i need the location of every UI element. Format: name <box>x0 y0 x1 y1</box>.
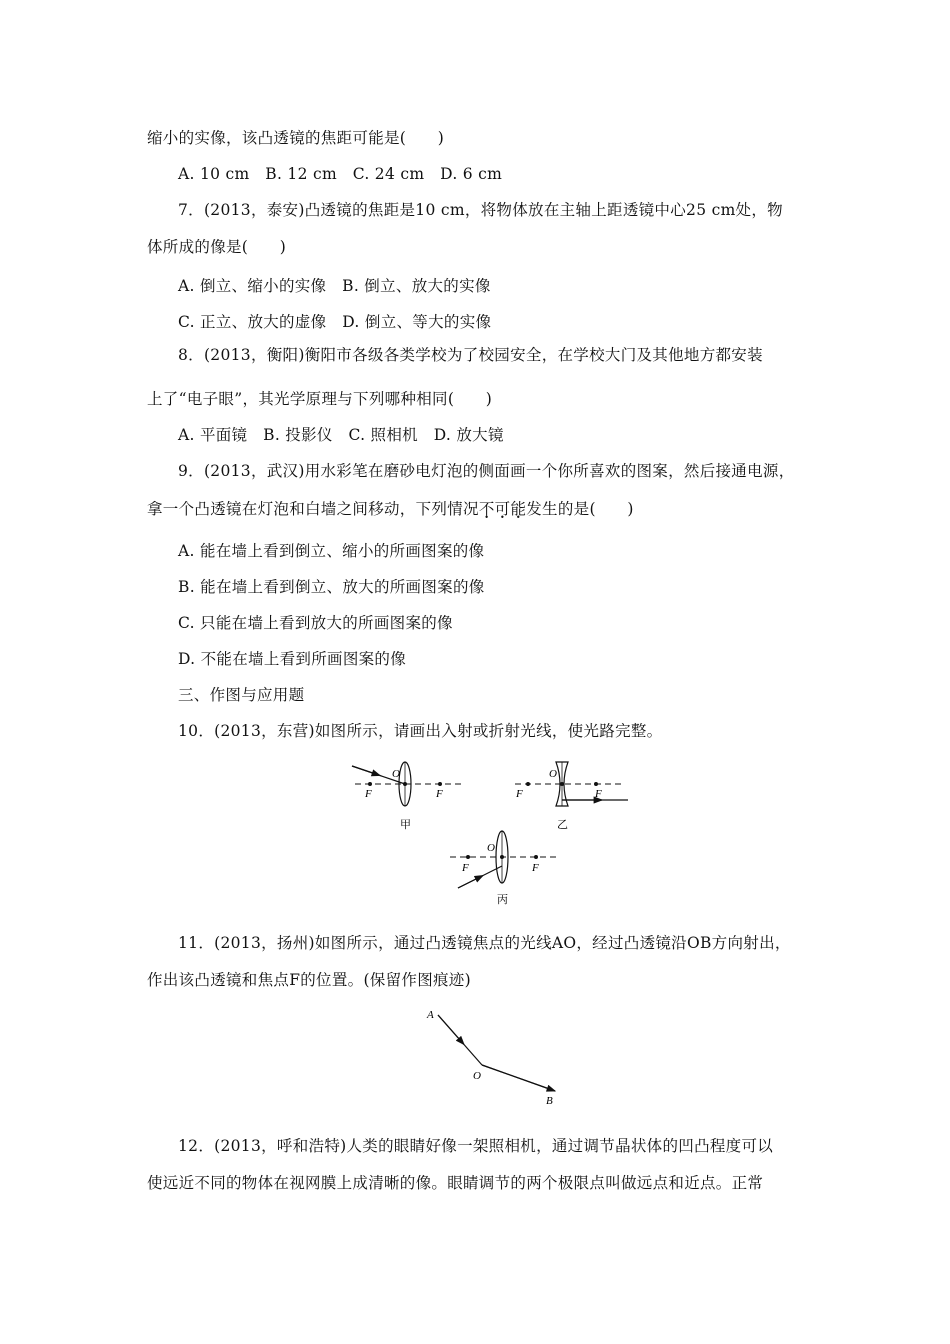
fig11-label-b: B <box>546 1095 553 1105</box>
q9-emphasis-3: 能 <box>510 500 527 518</box>
jia-label-o: O <box>392 768 400 780</box>
q12-line1: 12．(2013，呼和浩特)人类的眼睛好像一架照相机，通过调节晶状体的凹凸程度可以 <box>178 1137 774 1155</box>
caption-yi: 乙 <box>557 818 568 831</box>
jia-label-f-right: F <box>436 788 443 800</box>
diagram-jia <box>352 762 465 831</box>
bing-label-o: O <box>487 842 495 854</box>
q9-emphasis-2: 可 <box>494 500 511 518</box>
q9-line2-post: 发生的是( ) <box>526 500 634 518</box>
q9-line1: 9．(2013，武汉)用水彩笔在磨砂电灯泡的侧面画一个你所喜欢的图案，然后接通电源， <box>178 462 795 480</box>
diagram-yi <box>515 762 628 831</box>
q10-text: 10．(2013，东营)如图所示，请画出入射或折射光线，使光路完整。 <box>178 722 663 740</box>
q8-options: A. 平面镜 B. 投影仪 C. 照相机 D. 放大镜 <box>178 426 504 444</box>
q12-line2: 使远近不同的物体在视网膜上成清晰的像。眼睛调节的两个极限点叫做远点和近点。正常 <box>147 1174 764 1192</box>
q10-figure <box>340 760 640 910</box>
jia-label-f-left: F <box>365 788 372 800</box>
q9-emphasis-1: 不 <box>478 500 495 518</box>
fig11-label-a: A <box>427 1009 434 1021</box>
bing-label-f-left: F <box>462 862 469 874</box>
q7-options-cd: C. 正立、放大的虚像 D. 倒立、等大的实像 <box>178 313 492 331</box>
q9-line2 <box>147 499 634 519</box>
q11-figure <box>420 1005 580 1105</box>
caption-bing: 丙 <box>497 893 508 906</box>
q7-options-ab: A. 倒立、缩小的实像 B. 倒立、放大的实像 <box>178 277 491 295</box>
yi-label-o: O <box>549 768 557 780</box>
section-3-heading: 三、作图与应用题 <box>178 686 305 704</box>
q11-line2: 作出该凸透镜和焦点F的位置。(保留作图痕迹) <box>147 971 471 989</box>
yi-label-f-right: F <box>595 788 602 800</box>
q11-line1: 11．(2013，扬州)如图所示，通过凸透镜焦点的光线AO，经过凸透镜沿OB方向射出， <box>178 934 791 952</box>
q7-line1: 7．(2013，泰安)凸透镜的焦距是10 cm，将物体放在主轴上距透镜中心25 cm处，物 <box>178 201 783 219</box>
yi-label-f-left: F <box>516 788 523 800</box>
q9-option-c: C. 只能在墙上看到放大的所画图案的像 <box>178 614 453 632</box>
fig11-label-o: O <box>473 1070 481 1082</box>
q9-option-d: D. 不能在墙上看到所画图案的像 <box>178 650 407 668</box>
q9-option-a: A. 能在墙上看到倒立、缩小的所画图案的像 <box>178 542 485 560</box>
diagram-bing <box>450 831 560 906</box>
bing-label-f-right: F <box>532 862 539 874</box>
q6-options: A. 10 cm B. 12 cm C. 24 cm D. 6 cm <box>178 165 503 183</box>
q9-line2-pre: 拿一个凸透镜在灯泡和白墙之间移动，下列情况 <box>147 500 479 518</box>
q8-line1: 8．(2013，衡阳)衡阳市各级各类学校为了校园安全，在学校大门及其他地方都安装 <box>178 346 763 364</box>
caption-jia: 甲 <box>400 818 411 831</box>
q7-line2: 体所成的像是( ) <box>147 238 287 256</box>
q8-line2: 上了“电子眼”，其光学原理与下列哪种相同( ) <box>147 390 493 408</box>
q9-option-b: B. 能在墙上看到倒立、放大的所画图案的像 <box>178 578 485 596</box>
q6-continuation: 缩小的实像，该凸透镜的焦距可能是( ) <box>147 129 445 147</box>
